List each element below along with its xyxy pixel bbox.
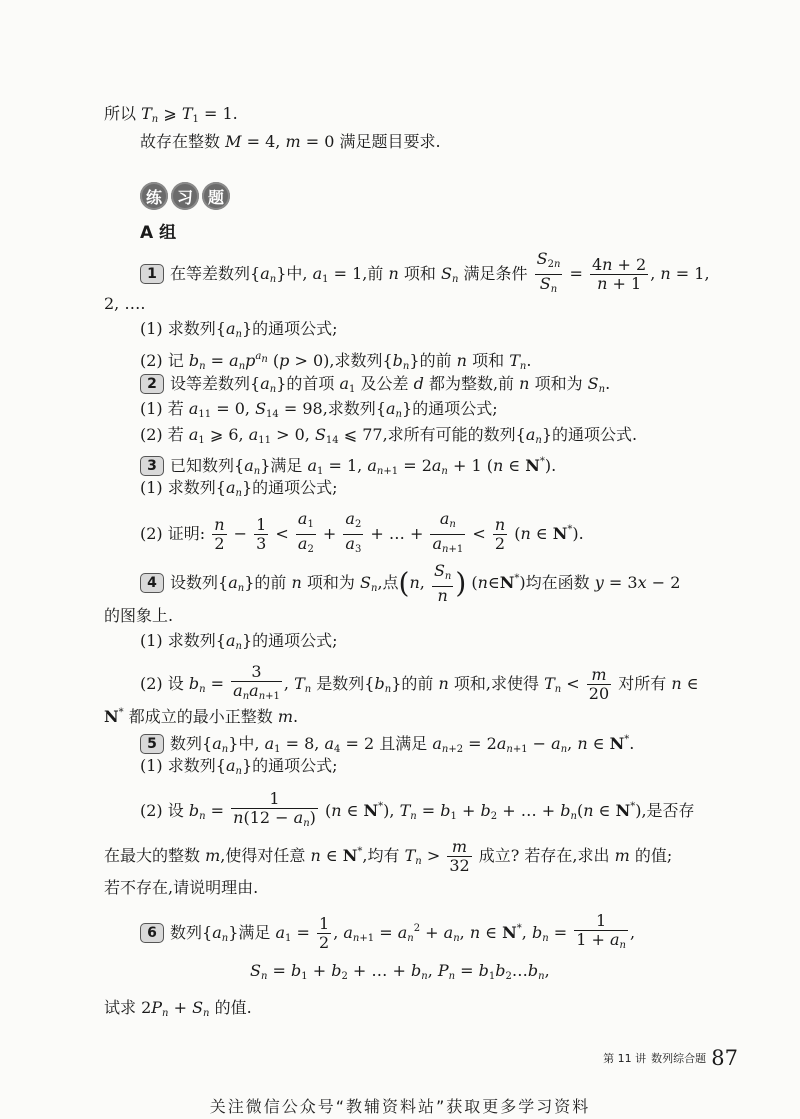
problem-5: 5 数列$\{a_n\}$中, $a_1 = 8$, $a_4 = 2$ 且满足 $a_{n+2} = 2a_{n+1} - a_n$, n ∈ N*. <box>140 729 634 761</box>
problem-number-badge: 6 <box>140 923 164 943</box>
problem-5-cont-1: 在最大的整数 m,使得对任意 n ∈ N*,均有 $T_n$ > $\frac{m}{32}$ 成立? 若存在,求出 m 的值; <box>104 837 673 875</box>
problem-number-badge: 5 <box>140 734 164 754</box>
section-title-char: 习 <box>171 182 199 210</box>
page-footer <box>603 1046 738 1070</box>
problem-6: 6 数列$\{a_n\}$满足 $a_1$ = $\frac{1}{2}$ , $a_{n+1} = a_n^2 + a_n$, n ∈ N*, $b_n$ = $\frac{1}{1 + a_n}$ , <box>140 912 635 955</box>
problem-6-final: 试求 $2P_n + S_n$ 的值. <box>104 998 252 1019</box>
problem-1-q2: (2) 记 $b_n = a_np^{a_n}$ (p > 0),求数列$\{b_n\}$的前 n 项和 $T_n$. <box>140 351 532 372</box>
problem-3-q2: (2) 证明: $\frac{n}{2}$ − $\frac{1}{3}$ < $\frac{a_1}{a_2}$ + $\frac{a_2}{a_3}$ + … + $\frac{a_n}{a_{n+1}}$ < $\frac{n}{2}$ (n ∈ N*). <box>140 510 584 559</box>
problem-4-q2: (2) 设 $b_n$ = $\frac{3}{a_na_{n+1}}$ , $T_n$ 是数列$\{b_n\}$的前 n 项和,求使得 $T_n$ < $\frac{m}{20}$ 对所有 n ∈ <box>140 663 699 706</box>
fraction: $\frac{a_n}{a_{n+1}}$ <box>432 509 464 555</box>
problem-5-cont-2: 若不存在,请说明理由. <box>104 878 259 897</box>
watermark-text: 关注微信公众号“教辅资料站”获取更多学习资料 <box>209 1097 591 1116</box>
fraction: $\frac{S_n}{n}$ <box>433 561 452 605</box>
problem-6-formula: $S_n = b_1 + b_2$ + … + $b_n$, $P_n$ = $b_1b_2\dots b_n$, <box>250 961 550 982</box>
fraction: $\frac{1}{2}$ <box>319 914 330 952</box>
fraction: $\frac{m}{32}$ <box>449 837 470 875</box>
problem-number-badge: 4 <box>140 573 164 593</box>
problem-2-q1: (1) 若 $a_{11} = 0$, $S_{14} = 98$,求数列$\{a_n\}$的通项公式; <box>140 399 498 420</box>
page-number: 87 <box>711 1046 738 1070</box>
fraction: $\frac{n}{2}$ <box>494 515 506 553</box>
fraction: $\frac{m}{20}$ <box>588 665 610 703</box>
problem-4: 4 设数列$\{a_n\}$的前 n 项和为 $S_n$,点(n, $\frac{S_n}{n}$ ) (n∈N*)均在函数 y = 3x − 2 <box>140 562 680 605</box>
problem-number-badge: 2 <box>140 374 164 394</box>
fraction: $\frac{a_2}{a_3}$ <box>345 509 362 555</box>
fraction: $\frac{1}{3}$ <box>256 515 267 553</box>
problem-1: 1 在等差数列$\{a_n\}$中, $a_1 = 1$,前 n 项和 $S_n$ 满足条件 $\frac{S_{2n}}{S_n}$ = $\frac{4n + 2}{n + 1}$ , n = 1, <box>140 250 710 299</box>
section-title-char: 练 <box>140 182 168 210</box>
problem-3-q1: (1) 求数列$\{a_n\}$的通项公式; <box>140 478 338 499</box>
problem-4-q1: (1) 求数列$\{a_n\}$的通项公式; <box>140 631 338 652</box>
topic-label: 数列综合题 <box>651 1052 707 1065</box>
group-label: A 组 <box>140 223 177 243</box>
fraction: $\frac{n}{2}$ <box>214 515 225 553</box>
problem-2: 2 设等差数列$\{a_n\}$的首项 $a_1$ 及公差 d 都为整数,前 n 项和为 $S_n$. <box>140 373 610 401</box>
fraction: $\frac{a_1}{a_2}$ <box>297 509 314 555</box>
lecture-label: 第 11 讲 <box>603 1052 647 1065</box>
problem-3: 3 已知数列$\{a_n\}$满足 $a_1 = 1$, $a_{n+1} = 2a_n + 1$ (n ∈ N*). <box>140 451 556 483</box>
problem-4-q2-cont: N* 都成立的最小正整数 m. <box>104 707 299 726</box>
problem-5-q2: (2) 设 $b_n$ = $\frac{1}{n(12 - a_n)}$ (n ∈ N*), $T_n = b_1 + b_2$ + … + $b_n(n$ ∈ N*),是否存 <box>140 790 695 833</box>
problem-2-q2: (2) 若 $a_1$ ⩾ 6, $a_{11} > 0$, $S_{14}$ ⩽ 77,求所有可能的数列$\{a_n\}$的通项公式. <box>140 425 638 446</box>
conclusion-line-1: 所以 $T_n$ ⩾ $T_1 = 1$. <box>104 104 238 125</box>
problem-1-q1: (1) 求数列$\{a_n\}$的通项公式; <box>140 319 338 340</box>
fraction: $\frac{S_{2n}}{S_n}$ <box>536 249 561 295</box>
problem-5-q1: (1) 求数列$\{a_n\}$的通项公式; <box>140 756 338 777</box>
problem-number-badge: 1 <box>140 264 164 284</box>
problem-number-badge: 3 <box>140 456 164 476</box>
problem-4-cont: 的图象上. <box>104 606 174 625</box>
fraction: $\frac{1}{n(12 - a_n)}$ <box>233 789 316 829</box>
fraction: $\frac{1}{1 + a_n}$ <box>576 911 626 951</box>
section-title-char: 题 <box>202 182 230 210</box>
fraction: $\frac{3}{a_na_{n+1}}$ <box>233 662 280 702</box>
conclusion-line-2: 故存在整数 M = 4, m = 0 满足题目要求. <box>140 132 441 151</box>
section-title-exercises <box>140 182 230 210</box>
problem-1-cont: 2, …. <box>104 294 146 313</box>
fraction: $\frac{4n + 2}{n + 1}$ <box>591 255 647 293</box>
